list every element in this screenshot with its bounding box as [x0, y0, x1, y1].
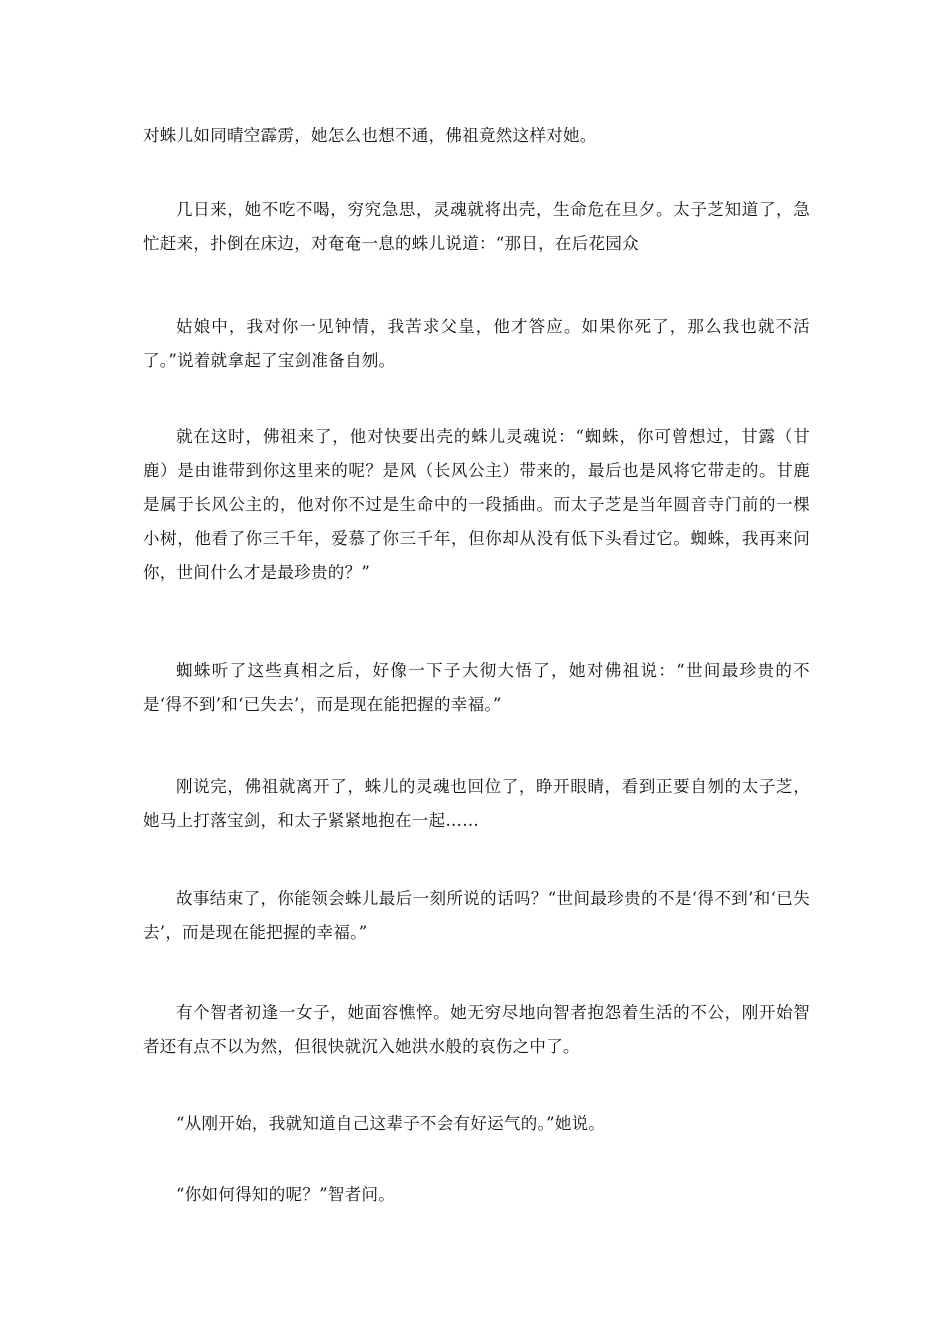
paragraph-10: “你如何得知的呢？”智者问。: [176, 1185, 396, 1204]
paragraph-9: “从刚开始，我就知道自己这辈子不会有好运气的。”她说。: [176, 1114, 606, 1133]
paragraph-7: 故事结束了，你能领会蛛儿最后一刻所说的话吗？“世间最珍贵的不是‘得不到’和‘已失去’，而是现在能把握的幸福。”: [143, 889, 810, 942]
paragraph-1: 对蛛儿如同晴空霹雳，她怎么也想不通，佛祖竟然这样对她。: [143, 126, 597, 145]
paragraph-4: 就在这时，佛祖来了，他对快要出壳的蛛儿灵魂说：“蜘蛛，你可曾想过，甘露（甘鹿）是由谁带到你这里来的呢？是风（长风公主）带来的，最后也是风将它带走的。甘鹿是属于长风公主的，他对你不过是生命中的一段插曲。而太子芝是当年圆音寺门前的一棵小树，他看了你三千年，爱慕了你三千年，但你却从没有低下头看过它。蜘蛛，我再来问你，世间什么才是最珍贵的？”: [143, 427, 810, 582]
paragraph-2: 几日来，她不吃不喝，穷究急思，灵魂就将出壳，生命危在旦夕。太子芝知道了，急忙赶来，扑倒在床边，对奄奄一息的蛛儿说道：“那日，在后花园众: [143, 200, 810, 253]
paragraph-8: 有个智者初逢一女子，她面容憔悴。她无穷尽地向智者抱怨着生活的不公，刚开始智者还有点不以为然，但很快就沉入她洪水般的哀伤之中了。: [143, 1003, 810, 1056]
paragraph-5: 蜘蛛听了这些真相之后，好像一下子大彻大悟了，她对佛祖说：“世间最珍贵的不是‘得不到’和‘已失去’，而是现在能把握的幸福。”: [143, 661, 810, 714]
paragraph-6: 刚说完，佛祖就离开了，蛛儿的灵魂也回位了，睁开眼睛，看到正要自刎的太子芝，她马上打落宝剑，和太子紧紧地抱在一起……: [143, 777, 810, 830]
paragraph-3: 姑娘中，我对你一见钟情，我苦求父皇，他才答应。如果你死了，那么我也就不活了。”说着就拿起了宝剑准备自刎。: [143, 317, 810, 370]
